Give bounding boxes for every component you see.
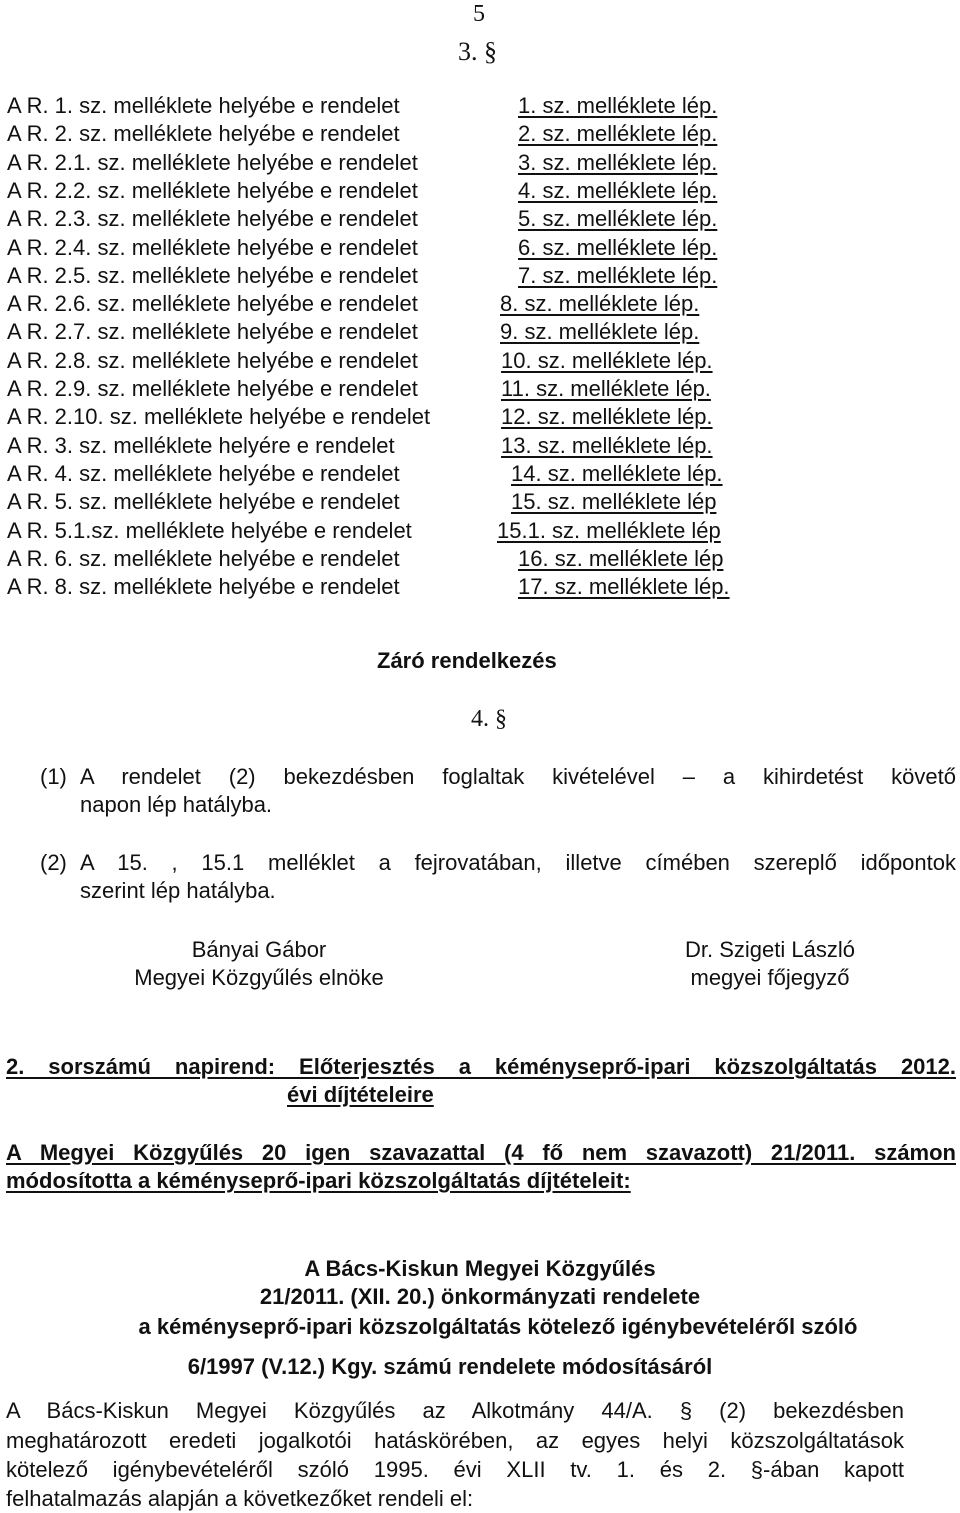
signature-right-title: megyei főjegyző	[690, 965, 850, 990]
amendment-row-left: A R. 3. sz. melléklete helyére e rendelet	[7, 432, 395, 458]
amendment-row-right: 7. sz. melléklete lép.	[518, 262, 718, 288]
closing-heading: Záró rendelkezés	[377, 648, 557, 673]
amendment-row-right: 6. sz. melléklete lép.	[518, 234, 718, 260]
amendment-row-left: A R. 2.9. sz. melléklete helyébe e rendelet	[7, 376, 418, 401]
paragraph-1-number: (1)	[40, 764, 67, 789]
regulation-title-4: 6/1997 (V.12.) Kgy. számú rendelete módosításáról	[187, 1354, 713, 1379]
amendment-row-left: A R. 2. sz. melléklete helyébe e rendelet	[7, 121, 400, 147]
amendment-row-left: A R. 5.1.sz. melléklete helyébe e rendelet	[7, 517, 412, 543]
amendment-row-right: 17. sz. melléklete lép.	[518, 574, 730, 600]
amendment-row-right: 9. sz. melléklete lép.	[500, 319, 700, 345]
section-3-heading: 3. §	[458, 37, 497, 66]
agenda-line-2: évi díjtételeire	[287, 1082, 434, 1107]
amendment-row-left: A R. 2.4. sz. melléklete helyébe e rendelet	[7, 234, 418, 260]
amendment-row-right: 12. sz. melléklete lép.	[501, 404, 713, 430]
amendment-row-right: 15. sz. melléklete lép	[511, 489, 717, 515]
decision-line-1: A Megyei Közgyűlés 20 igen szavazattal (4 fő nem szavazott) 21/2011. számon	[6, 1140, 956, 1165]
page-number: 5	[473, 1, 485, 27]
amendment-row-right: 1. sz. melléklete lép.	[518, 93, 718, 118]
regulation-title-2: 21/2011. (XII. 20.) önkormányzati rendelete	[259, 1284, 701, 1309]
amendment-row-left: A R. 2.5. sz. melléklete helyébe e rendelet	[7, 262, 418, 288]
body-line-1: A Bács-Kiskun Megyei Közgyűlés az Alkotmány 44/A. § (2) bekezdésben	[6, 1398, 904, 1423]
body-line-2: meghatározott eredeti jogalkotói hatáskörében, az egyes helyi közszolgáltatások	[6, 1428, 904, 1453]
amendment-row-left: A R. 2.2. sz. melléklete helyébe e rendelet	[7, 177, 418, 203]
amendment-row-right: 2. sz. melléklete lép.	[518, 121, 718, 147]
amendment-row-left: A R. 2.1. sz. melléklete helyébe e rendelet	[7, 149, 418, 175]
amendment-row-left: A R. 1. sz. melléklete helyébe e rendelet	[7, 93, 400, 118]
signature-right-name: Dr. Szigeti László	[685, 937, 855, 962]
amendment-row-right: 15.1. sz. melléklete lép	[497, 517, 721, 543]
amendment-row-right: 10. sz. melléklete lép.	[501, 347, 713, 373]
amendment-row-left: A R. 5. sz. melléklete helyébe e rendelet	[7, 489, 400, 515]
amendment-row-left: A R. 2.3. sz. melléklete helyébe e rendelet	[7, 206, 418, 232]
amendment-row-right: 13. sz. melléklete lép.	[501, 432, 713, 458]
amendment-row-left: A R. 2.8. sz. melléklete helyébe e rendelet	[7, 347, 418, 373]
paragraph-1-line-1: A rendelet (2) bekezdésben foglaltak kivételével – a kihirdetést követő	[80, 764, 956, 789]
amendment-row-left: A R. 2.7. sz. melléklete helyébe e rendelet	[7, 319, 418, 345]
amendment-row-right: 4. sz. melléklete lép.	[518, 177, 718, 203]
body-line-3: kötelező igénybevételéről szóló 1995. évi XLII tv. 1. és 2. §-ában kapott	[6, 1457, 904, 1482]
amendment-row-left: A R. 8. sz. melléklete helyébe e rendelet	[7, 574, 400, 600]
section-4-heading: 4. §	[471, 706, 507, 732]
amendment-row-right: 8. sz. melléklete lép.	[500, 291, 700, 317]
agenda-line-1: 2. sorszámú napirend: Előterjesztés a kéményseprő-ipari közszolgáltatás 2012.	[6, 1054, 956, 1079]
amendment-row-left: A R. 4. sz. melléklete helyébe e rendelet	[7, 460, 400, 486]
signature-left-title: Megyei Közgyűlés elnöke	[134, 965, 384, 990]
amendment-row-right: 11. sz. melléklete lép.	[501, 376, 711, 401]
amendment-row-left: A R. 2.6. sz. melléklete helyébe e rendelet	[7, 291, 418, 317]
amendment-row-right: 16. sz. melléklete lép	[518, 545, 724, 571]
amendment-row-right: 14. sz. melléklete lép.	[511, 460, 723, 486]
amendment-row-right: 3. sz. melléklete lép.	[518, 149, 718, 175]
paragraph-2-line-2: szerint lép hatályba.	[80, 878, 276, 903]
regulation-title-1: A Bács-Kiskun Megyei Közgyűlés	[304, 1256, 656, 1281]
amendment-row-left: A R. 6. sz. melléklete helyébe e rendelet	[7, 545, 400, 571]
paragraph-2-line-1: A 15. , 15.1 melléklet a fejrovatában, illetve címében szereplő időpontok	[80, 850, 956, 875]
signature-left-name: Bányai Gábor	[191, 937, 327, 962]
amendment-row-left: A R. 2.10. sz. melléklete helyébe e rendelet	[7, 404, 431, 430]
decision-line-2: módosította a kéményseprő-ipari közszolgáltatás díjtételeit:	[6, 1168, 631, 1193]
regulation-title-3: a kéményseprő-ipari közszolgáltatás kötelező igénybevételéről szóló	[138, 1314, 858, 1339]
body-line-4: felhatalmazás alapján a következőket rendeli el:	[6, 1486, 474, 1511]
paragraph-1-line-2: napon lép hatályba.	[80, 792, 273, 817]
paragraph-2-number: (2)	[40, 850, 67, 875]
amendment-row-right: 5. sz. melléklete lép.	[518, 206, 718, 232]
